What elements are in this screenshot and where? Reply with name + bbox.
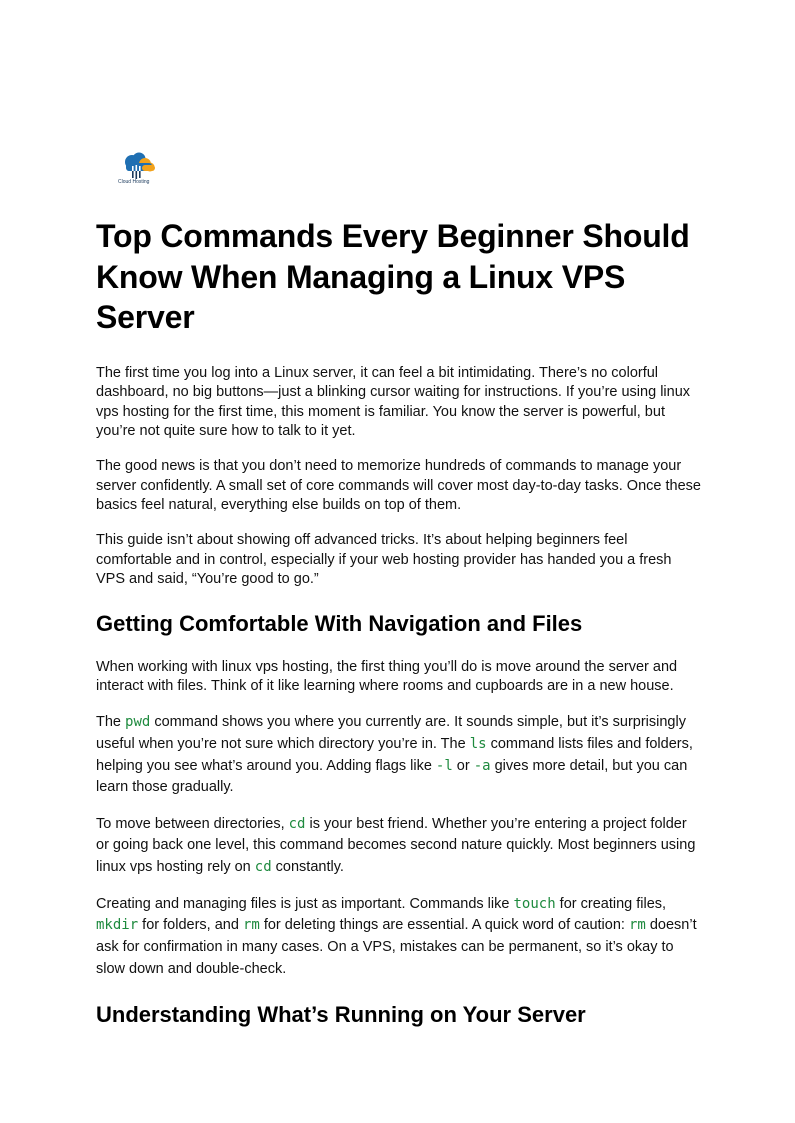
code-rm: rm: [242, 917, 260, 934]
article-content: [96, 216, 702, 1049]
paragraph-text: To move between directories,: [96, 815, 289, 832]
paragraph-text: Creating and managing files is just as important. Commands like: [96, 895, 514, 912]
code-ls: ls: [469, 735, 487, 752]
navigation-paragraph-3: [96, 814, 702, 879]
code-flag-a: -a: [473, 757, 491, 774]
section-heading-navigation: Getting Comfortable With Navigation and Files: [96, 610, 583, 636]
code-rm: rm: [628, 917, 646, 934]
brand-logo: [116, 152, 164, 184]
paragraph-text: command lists files and folders, helping you see what’s around you. Adding flags like: [96, 735, 693, 774]
code-cd: cd: [254, 859, 272, 876]
paragraph-text: for creating files,: [555, 895, 667, 912]
intro-paragraph-3: This guide isn’t about showing off advanced tricks. It’s about helping beginners feel comfortable and in control, especially if your web hosting provider has handed you a fresh VPS and said, “You’re good to go.”: [96, 532, 672, 587]
code-mkdir: mkdir: [96, 917, 139, 934]
code-cd: cd: [288, 815, 306, 832]
navigation-paragraph-2: [96, 712, 702, 799]
cloud-server-logo-icon: [116, 152, 164, 184]
code-touch: touch: [513, 895, 556, 912]
logo-text: Cloud Hosting: [118, 179, 150, 184]
code-pwd: pwd: [125, 714, 151, 730]
section-heading-running-processes: Understanding What’s Running on Your Server: [96, 1001, 586, 1027]
paragraph-text: constantly.: [271, 859, 344, 876]
paragraph-text: for folders, and: [138, 917, 243, 934]
paragraph-text: or: [452, 757, 474, 774]
navigation-paragraph-1: When working with linux vps hosting, the first thing you’ll do is move around the server and interact with files. Think of it like learning where rooms and cupboards are in a new house.: [96, 658, 678, 694]
intro-paragraph-1: The first time you log into a Linux server, it can feel a bit intimidating. There’s no colorful dashboard, no big buttons—just a blinking cursor waiting for instructions. If you’re using linux vps hosting for the first time, this moment is familiar. You know the server is powerful, but you’re not quite sure how to talk to it yet.: [96, 364, 691, 439]
paragraph-text: command shows you where you currently are. It sounds simple, but it’s surprisingly useful when you’re not sure which directory you’re in. The: [96, 714, 686, 752]
code-flag-l: -l: [435, 757, 453, 774]
paragraph-text: is your best friend. Whether you’re entering a project folder or going back one level, this command becomes second nature quickly. Most beginners using linux vps hosting rely on: [96, 815, 696, 876]
paragraph-text: for deleting things are essential. A quick word of caution:: [259, 917, 629, 934]
paragraph-text: gives more detail, but you can learn those gradually.: [96, 757, 688, 796]
navigation-paragraph-4: [96, 894, 702, 981]
paragraph-text: The: [96, 714, 126, 730]
paragraph-text: doesn’t ask for confirmation in many cases. On a VPS, mistakes can be permanent, so it’s okay to slow down and double-check.: [96, 917, 697, 977]
page-title: Top Commands Every Beginner Should Know When Managing a Linux VPS Server: [96, 218, 690, 335]
intro-paragraph-2: The good news is that you don’t need to memorize hundreds of commands to manage your server confidently. A small set of core commands will cover most day-to-day tasks. Once these basics feel natural, everything else builds on top of them.: [96, 458, 701, 513]
